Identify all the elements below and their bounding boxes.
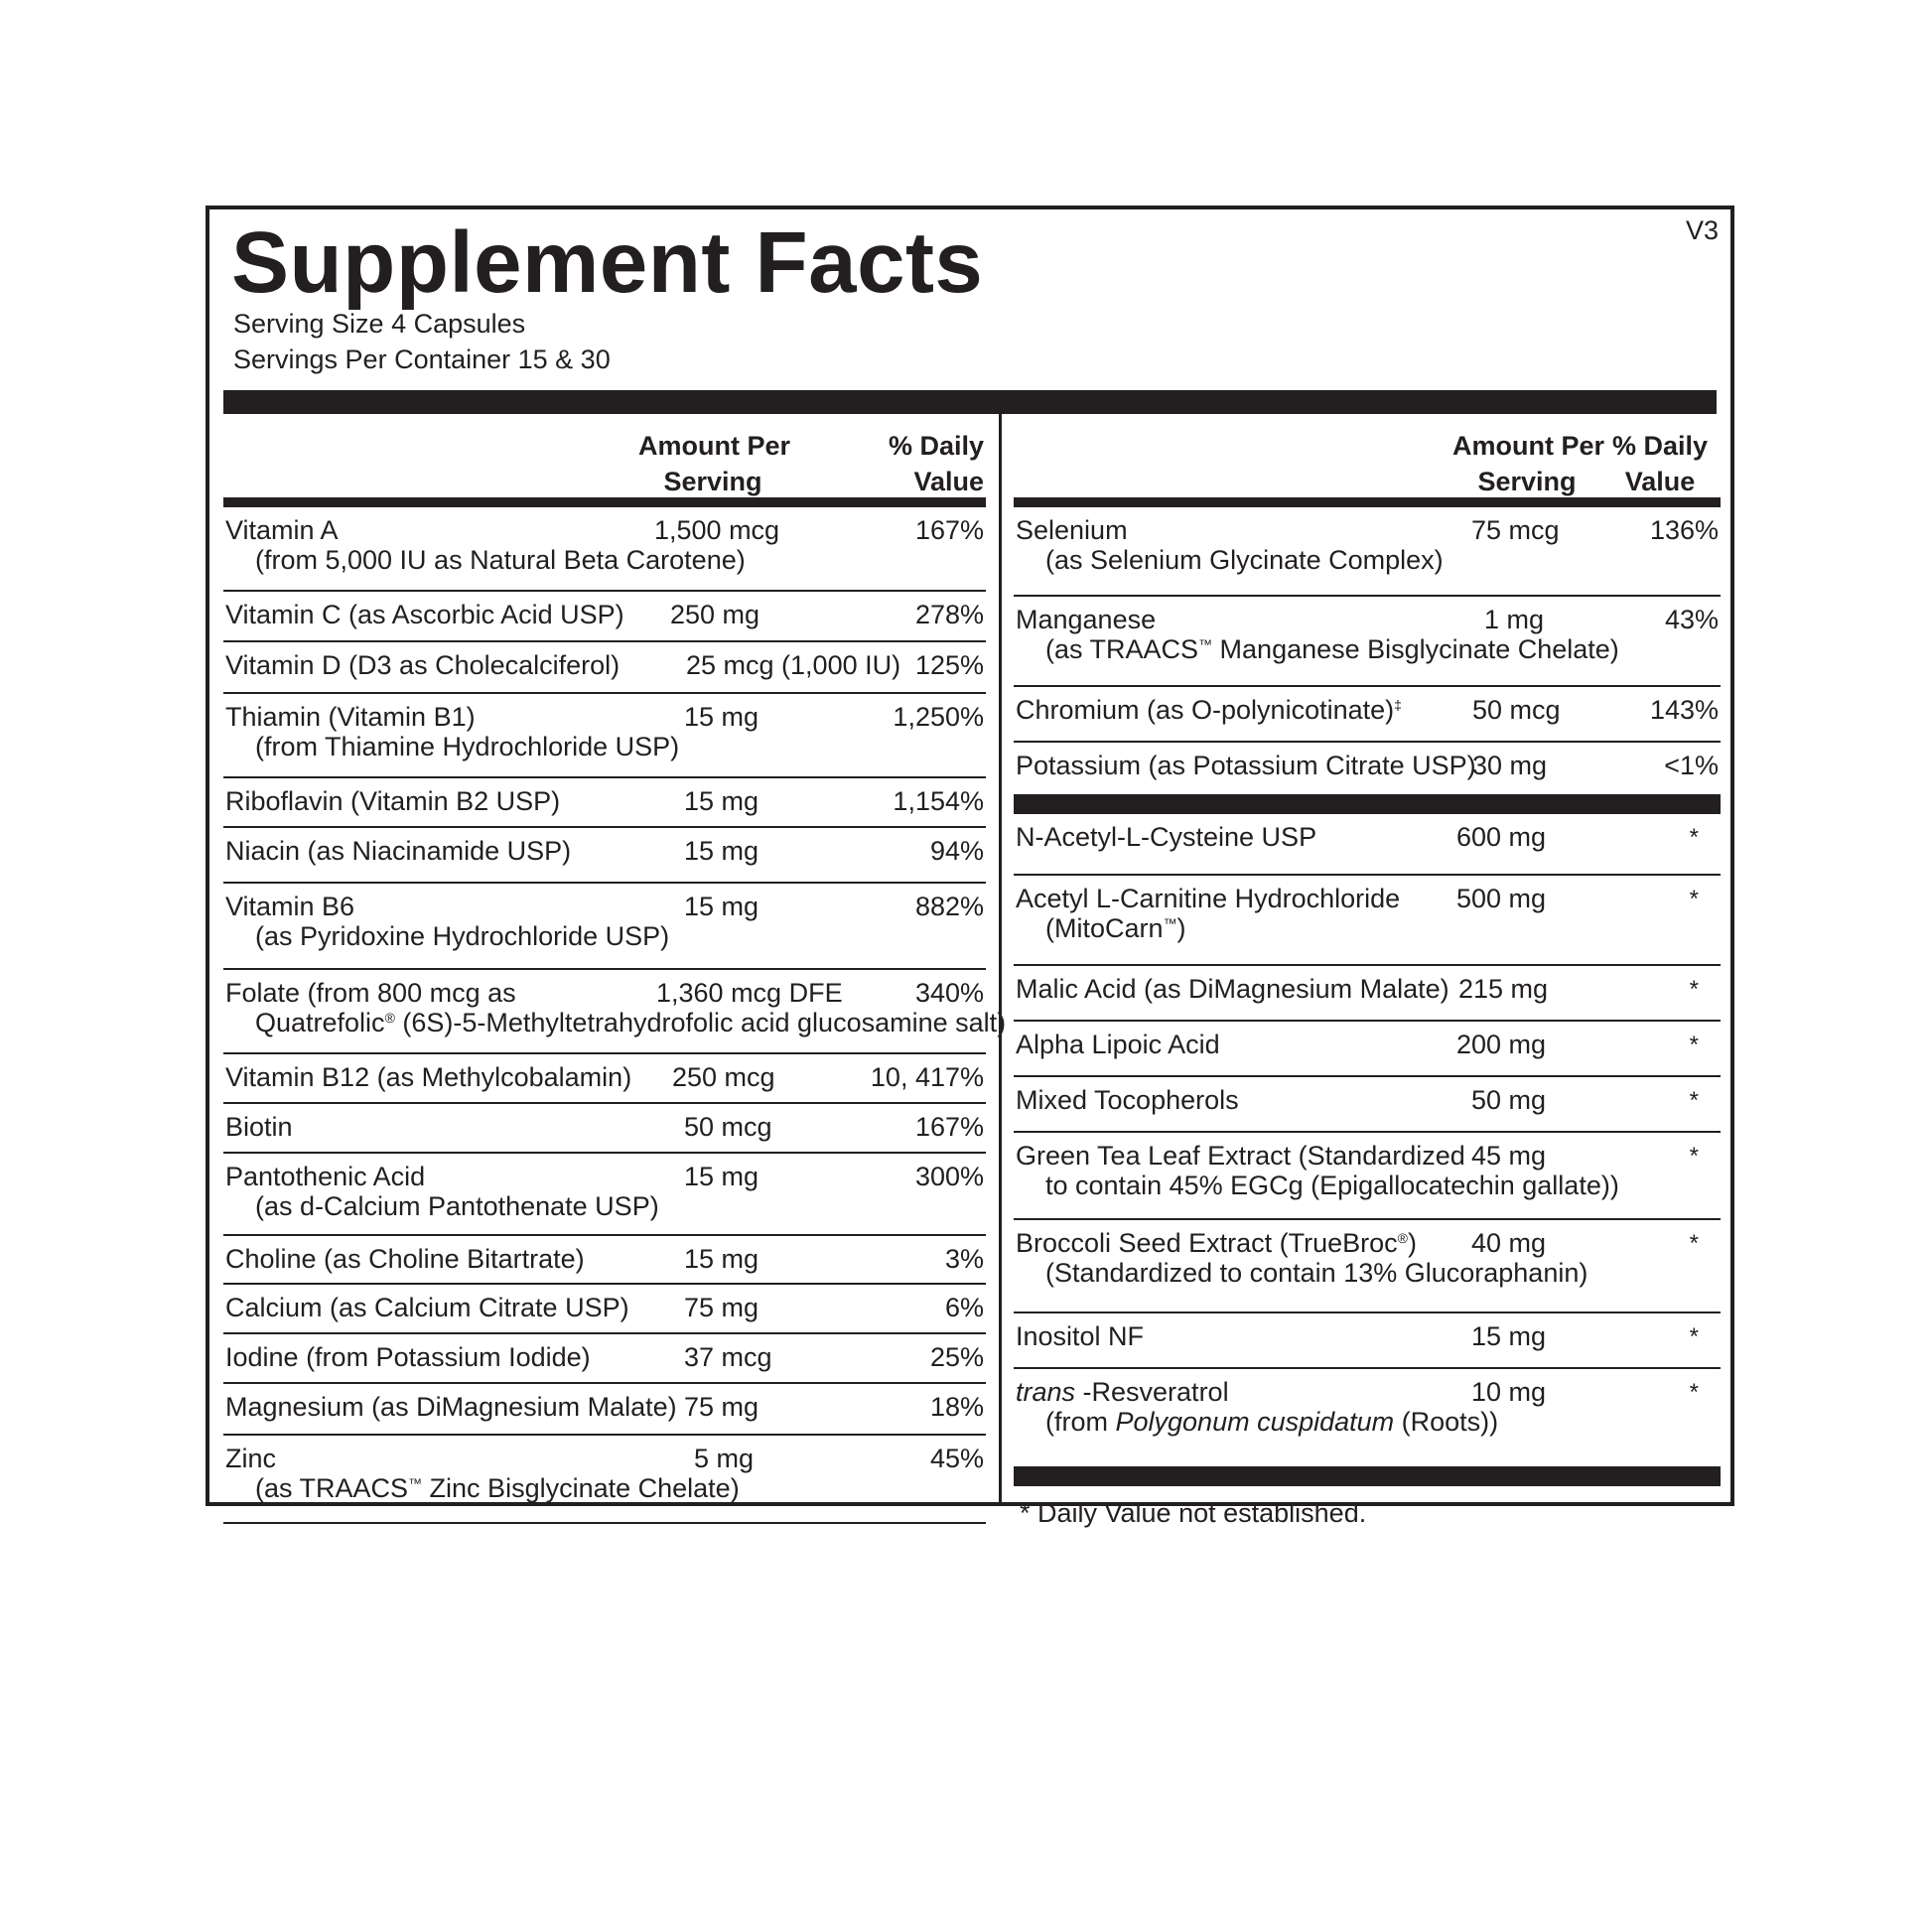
nutrient-name: Pantothenic Acid bbox=[225, 1162, 426, 1191]
nutrient-row bbox=[223, 592, 986, 642]
nutrient-row bbox=[1014, 814, 1721, 876]
nutrient-row bbox=[223, 694, 986, 778]
amount-per-serving: 45 mg bbox=[1471, 1141, 1547, 1171]
amount-per-serving: 15 mg bbox=[684, 836, 759, 866]
nutrient-name: Thiamin (Vitamin B1) bbox=[225, 702, 476, 732]
nutrient-name: Malic Acid (as DiMagnesium Malate) bbox=[1016, 974, 1449, 1004]
amount-per-serving: 1,500 mcg bbox=[654, 515, 780, 545]
nutrient-name: Folate (from 800 mcg as bbox=[225, 978, 516, 1008]
header-amount-line2: Serving bbox=[663, 467, 762, 496]
nutrient-name: Acetyl L-Carnitine Hydrochloride bbox=[1016, 884, 1401, 913]
daily-value: <1% bbox=[1664, 751, 1719, 780]
amount-per-serving: 500 mg bbox=[1456, 884, 1547, 913]
serving-size: Serving Size 4 Capsules bbox=[233, 309, 526, 339]
amount-per-serving: 215 mg bbox=[1458, 974, 1549, 1004]
nutrient-source: (as Selenium Glycinate Complex) bbox=[1045, 545, 1444, 575]
nutrient-name: trans -Resveratrol bbox=[1016, 1377, 1229, 1407]
nutrient-name: Vitamin B12 (as Methylcobalamin) bbox=[225, 1062, 632, 1092]
daily-value: 18% bbox=[929, 1392, 984, 1422]
nutrient-name: Calcium (as Calcium Citrate USP) bbox=[225, 1293, 629, 1322]
amount-per-serving: 1 mg bbox=[1484, 605, 1545, 634]
amount-per-serving: 250 mg bbox=[670, 600, 760, 629]
left-column-header bbox=[223, 414, 986, 507]
daily-value: 43% bbox=[1664, 605, 1719, 634]
amount-per-serving: 200 mg bbox=[1456, 1030, 1547, 1059]
daily-value: 136% bbox=[1649, 515, 1719, 545]
right-column bbox=[1014, 414, 1721, 1529]
amount-per-serving: 25 mcg (1,000 IU) bbox=[686, 650, 901, 680]
nutrient-row bbox=[1014, 687, 1721, 743]
amount-per-serving: 40 mg bbox=[1471, 1228, 1547, 1258]
daily-value: 167% bbox=[914, 515, 984, 545]
header-divider-bar bbox=[223, 390, 1717, 414]
nutrient-source: (from 5,000 IU as Natural Beta Carotene) bbox=[255, 545, 746, 575]
amount-per-serving: 15 mg bbox=[684, 1244, 759, 1274]
nutrient-row bbox=[223, 1236, 986, 1285]
nutrient-row bbox=[1014, 597, 1721, 687]
amount-per-serving: 50 mg bbox=[1471, 1085, 1547, 1115]
nutrient-row bbox=[223, 1436, 986, 1524]
nutrient-row bbox=[223, 1104, 986, 1154]
left-column bbox=[223, 414, 1007, 1524]
nutrient-row bbox=[223, 884, 986, 970]
amount-per-serving: 15 mg bbox=[684, 1162, 759, 1191]
panel-title: Supplement Facts bbox=[231, 214, 984, 311]
nutrient-name: N-Acetyl-L-Cysteine USP bbox=[1016, 822, 1317, 852]
nutrient-row bbox=[1014, 876, 1721, 966]
daily-value: * bbox=[1689, 886, 1699, 912]
supplement-facts-panel bbox=[206, 206, 1734, 1528]
nutrient-name: Riboflavin (Vitamin B2 USP) bbox=[225, 786, 561, 816]
daily-value: * bbox=[1689, 976, 1699, 1003]
nutrient-source: (from Polygonum cuspidatum (Roots)) bbox=[1045, 1407, 1499, 1437]
header-amount-line1: Amount Per bbox=[1452, 431, 1605, 461]
daily-value: * bbox=[1689, 1032, 1699, 1058]
daily-value: 300% bbox=[914, 1162, 984, 1191]
servings-per-container: Servings Per Container 15 & 30 bbox=[233, 345, 611, 374]
nutrient-row bbox=[223, 1054, 986, 1104]
nutrient-row bbox=[223, 1154, 986, 1236]
nutrient-row bbox=[223, 642, 986, 694]
daily-value: 3% bbox=[944, 1244, 984, 1274]
amount-per-serving: 250 mcg bbox=[672, 1062, 775, 1092]
daily-value-footnote: * Daily Value not established. bbox=[1020, 1498, 1367, 1528]
daily-value: 25% bbox=[929, 1342, 984, 1372]
daily-value: * bbox=[1689, 1143, 1699, 1170]
nutrient-name: Vitamin A bbox=[225, 515, 339, 545]
nutrient-row bbox=[1014, 1022, 1721, 1077]
nutrient-source: (from Thiamine Hydrochloride USP) bbox=[255, 732, 680, 761]
nutrient-source: (Standardized to contain 13% Glucoraphanin) bbox=[1045, 1258, 1588, 1288]
right-amount-header bbox=[1452, 428, 1605, 499]
amount-per-serving: 37 mcg bbox=[684, 1342, 772, 1372]
nutrient-source: (as d-Calcium Pantothenate USP) bbox=[255, 1191, 659, 1221]
amount-per-serving: 15 mg bbox=[684, 702, 759, 732]
nutrient-row bbox=[1014, 1369, 1721, 1466]
daily-value: 278% bbox=[914, 600, 984, 629]
daily-value: 1,154% bbox=[893, 786, 984, 816]
daily-value: 1,250% bbox=[893, 702, 984, 732]
right-column-header bbox=[1014, 414, 1721, 507]
left-nutrient-list bbox=[223, 507, 1007, 1524]
amount-per-serving: 75 mg bbox=[684, 1293, 759, 1322]
amount-per-serving: 50 mcg bbox=[1472, 695, 1561, 725]
nutrient-name: Mixed Tocopherols bbox=[1016, 1085, 1239, 1115]
nutrient-name: Green Tea Leaf Extract (Standardized bbox=[1016, 1141, 1465, 1171]
amount-per-serving: 75 mg bbox=[684, 1392, 759, 1422]
nutrient-source: (as Pyridoxine Hydrochloride USP) bbox=[255, 921, 670, 951]
amount-per-serving: 5 mg bbox=[694, 1444, 755, 1473]
nutrient-name: Vitamin B6 bbox=[225, 892, 355, 921]
nutrient-row bbox=[223, 970, 1007, 1054]
footer-divider-bar bbox=[1014, 1466, 1721, 1486]
nutrient-row bbox=[223, 778, 986, 828]
daily-value: * bbox=[1689, 1379, 1699, 1406]
amount-per-serving: 75 mcg bbox=[1471, 515, 1560, 545]
nutrient-name: Potassium (as Potassium Citrate USP) bbox=[1016, 751, 1476, 780]
daily-value: 143% bbox=[1649, 695, 1719, 725]
nutrient-source: (MitoCarn™) bbox=[1045, 913, 1186, 943]
nutrient-row bbox=[223, 1285, 986, 1334]
daily-value: * bbox=[1689, 1323, 1699, 1350]
amount-per-serving: 600 mg bbox=[1456, 822, 1547, 852]
column-divider bbox=[999, 414, 1002, 1502]
nutrient-row bbox=[1014, 1133, 1721, 1220]
daily-value: 125% bbox=[914, 650, 984, 680]
amount-per-serving: 50 mcg bbox=[684, 1112, 772, 1142]
nutrient-name: Vitamin D (D3 as Cholecalciferol) bbox=[225, 650, 621, 680]
daily-value: 340% bbox=[914, 978, 984, 1008]
nutrient-name: Broccoli Seed Extract (TrueBroc®) bbox=[1016, 1228, 1417, 1258]
nutrient-name: Manganese bbox=[1016, 605, 1157, 634]
header-amount-line1: Amount Per bbox=[638, 431, 791, 461]
section-divider-bar bbox=[1014, 794, 1721, 814]
nutrient-row bbox=[223, 507, 986, 592]
nutrient-row bbox=[1014, 1077, 1721, 1133]
amount-per-serving: 15 mg bbox=[1471, 1321, 1547, 1351]
nutrient-name: Niacin (as Niacinamide USP) bbox=[225, 836, 572, 866]
amount-per-serving: 1,360 mcg DFE bbox=[656, 978, 843, 1008]
left-amount-header bbox=[638, 428, 791, 499]
daily-value: 882% bbox=[914, 892, 984, 921]
nutrient-row bbox=[1014, 966, 1721, 1022]
daily-value: * bbox=[1689, 1087, 1699, 1114]
daily-value: 167% bbox=[914, 1112, 984, 1142]
nutrient-source: (as TRAACS™ Zinc Bisglycinate Chelate) bbox=[255, 1473, 740, 1503]
nutrient-row bbox=[1014, 1313, 1721, 1369]
amount-per-serving: 15 mg bbox=[684, 892, 759, 921]
nutrient-name: Magnesium (as DiMagnesium Malate) bbox=[225, 1392, 677, 1422]
daily-value: * bbox=[1689, 824, 1699, 851]
amount-per-serving: 30 mg bbox=[1472, 751, 1548, 780]
nutrient-name: Chromium (as O-polynicotinate)‡ bbox=[1016, 695, 1402, 725]
nutrient-row bbox=[223, 1384, 986, 1436]
daily-value: 94% bbox=[929, 836, 984, 866]
left-dv-header bbox=[889, 428, 984, 499]
nutrient-name: Selenium bbox=[1016, 515, 1128, 545]
nutrient-name: Iodine (from Potassium Iodide) bbox=[225, 1342, 591, 1372]
right-nutrient-list bbox=[1014, 507, 1721, 794]
header-dv-line1: % Daily bbox=[1611, 431, 1709, 461]
nutrient-row bbox=[1014, 743, 1721, 794]
daily-value: 6% bbox=[944, 1293, 984, 1322]
right-ingredient-list bbox=[1014, 814, 1721, 1466]
header-dv-line2: Value bbox=[1624, 467, 1696, 496]
header-dv-line1: % Daily bbox=[888, 431, 984, 461]
nutrient-name: Choline (as Choline Bitartrate) bbox=[225, 1244, 585, 1274]
header-amount-line2: Serving bbox=[1477, 467, 1577, 496]
right-dv-header bbox=[1605, 428, 1715, 499]
nutrient-row bbox=[1014, 507, 1721, 597]
nutrient-source: (as TRAACS™ Manganese Bisglycinate Chelate) bbox=[1045, 634, 1619, 664]
nutrient-row bbox=[223, 1334, 986, 1384]
nutrient-source: Quatrefolic® (6S)-5-Methyltetrahydrofolic acid glucosamine salt) bbox=[255, 1008, 1007, 1037]
nutrient-row bbox=[223, 828, 986, 884]
daily-value: 10, 417% bbox=[870, 1062, 984, 1092]
nutrient-name: Zinc bbox=[225, 1444, 277, 1473]
nutrient-name: Biotin bbox=[225, 1112, 293, 1142]
nutrient-source: to contain 45% EGCg (Epigallocatechin gallate)) bbox=[1045, 1171, 1619, 1200]
nutrient-name: Inositol NF bbox=[1016, 1321, 1145, 1351]
nutrient-name: Alpha Lipoic Acid bbox=[1016, 1030, 1220, 1059]
daily-value: * bbox=[1689, 1230, 1699, 1257]
amount-per-serving: 15 mg bbox=[684, 786, 759, 816]
amount-per-serving: 10 mg bbox=[1471, 1377, 1547, 1407]
nutrient-name: Vitamin C (as Ascorbic Acid USP) bbox=[225, 600, 624, 629]
nutrient-row bbox=[1014, 1220, 1721, 1313]
daily-value: 45% bbox=[929, 1444, 984, 1473]
header-dv-line2: Value bbox=[913, 467, 984, 496]
version-code: V3 bbox=[1685, 215, 1719, 245]
